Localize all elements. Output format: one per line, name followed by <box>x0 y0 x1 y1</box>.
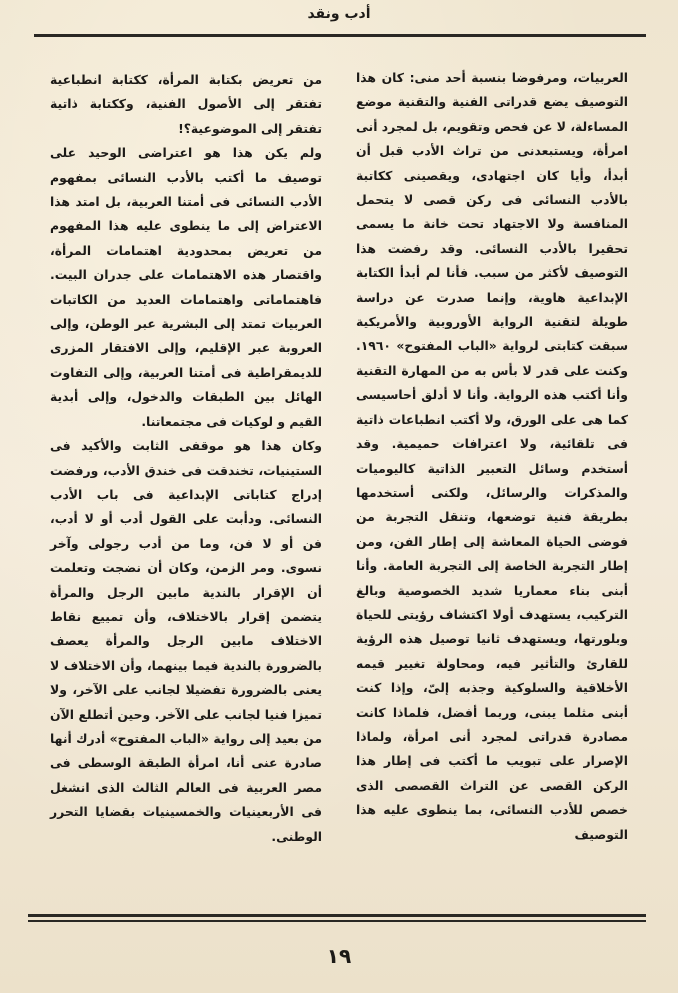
article-column-left <box>50 68 322 849</box>
paragraph: من تعريض بكتابة المرأة، ككتابة انطباعية تفتقر إلى الأصول الفنية، وككتابة ذاتية تفتقر إلى الموضوعية؟! <box>50 72 322 136</box>
footer-rule-thin <box>28 920 646 922</box>
paragraph: وكان هذا هو موقفى الثابت والأكيد فى الستينيات، تخندقت فى خندق الأدب، ورفضت إدراج كتاباتى الإبداعية فى باب الأدب النسائى. ودأبت على القول أدب أو لا أدب، فن أو لا فن، وما من أدب رجولى وآخر نسوى. ومر الزمن، وكان أن نضجت وتعلمت أن الإقرار بالندية مابين الرجل والمرأة يتضمن إقرار بالاختلاف، وأن تمييع نقاط الاختلاف مابين الرجل والمرأة يعصف بالضرورة بالندية فيما بينهما، وأن الاختلاف لا يعنى بالضرورة تفضيلا لجانب على الآخر، ولا تميزا فنيا لجانب على الآخر. وحين أتطلع الآن من بعيد إلى رواية «الباب المفتوح» أدرك أنها صادرة عنى أنا، امرأة الطبقة الوسطى فى مصر العربية فى العالم الثالث الذى انشغل فى الأربعينيات والخمسينيات بقضايا التحرر الوطنى. <box>50 438 322 844</box>
paragraph: العربيات، ومرفوضا بنسبة أحد منى: كان هذا التوصيف يضع قدراتى الفنية والتقنية موضع المساءلة، لا عن فحص وتقويم، بل لمجرد أنى امرأة، ويستبعدنى من تراث الأدب قبل أن أبدأ، وأيا كان اجتهادى، ويقصينى ككاتبة بالأدب النسائى فى ركن قصى لا يتحمل المنافسة ولا الاجتهاد تحت خانة ما يسمى تحقيرا بالأدب النسائى. وقد رفضت هذا التوصيف لأكثر من سبب. فأنا لم أبدأ الكتابة الإبداعية هاوية، وإنما صدرت عن دراسة طويلة لتقنية الرواية الأوروبية والأمريكية سبقت كتابتى لرواية «الباب المفتوح» ١٩٦٠. وكنت على قدر لا بأس به من المهارة التقنية وأنا أكتب هذه الرواية. وأنا لا أدلق أحاسيسى كما هى على الورق، ولا أكتب انطباعات ذاتية فى تلقائية، ولا اعترافات حميمية. وقد أستخدم وسائل التعبير الذاتية كاليوميات والمذكرات والرسائل، ولكنى أستخدمها بطريقة فنية توضعها، وتنقل التجربة من فوضى الحياة المعاشة إلى إطار الفن، ومن إطار التجربة الخاصة إلى التجربة العامة. وأنا أبنى بناء معماريا شديد الخصوصية وبالغ التركيب، يستهدف أولا اكتشاف رؤيتى للحياة وبلورتها، ويستهدف ثانيا توصيل هذه الرؤية للقارئ والتأثير فيه، ومحاولة تغيير قيمه الأخلاقية والسلوكية وجذبه إلىّ، وإذا كنت أبنى مثلما يبنى، وربما أفضل، فلماذا كانت مصادرة قدراتى لمجرد أنى امرأة، ولماذا الإصرار على تبويب ما أكتب فى إطار هذا الركن القصى عن التراث القصصى الذى خصص للأدب النسائى، بما ينطوى عليه هذا التوصيف <box>356 70 628 842</box>
section-title: أدب ونقد <box>307 6 371 22</box>
page-number: ١٩ <box>326 944 352 968</box>
article-column-right <box>356 66 628 847</box>
header-rule <box>34 34 646 37</box>
paragraph: ولم يكن هذا هو اعتراضى الوحيد على توصيف ما أكتب بالأدب النسائى بمفهوم الأدب النسائى فى أمتنا العربية، بل امتد هذا الاعتراض إلى ما ينطوى عليه هذا المفهوم من تعريض بمحدودية اهتمامات المرأة، واقتصار هذه الاهتمامات على جدران البيت. فاهتماماتى واهتمامات العديد من الكاتبات العربيات تمتد إلى البشرية عبر الوطن، وإلى العروبة عبر الإقليم، وإلى الافتقار المزرى للديمقراطية فى أمتنا العربية، وإلى التفاوت الهائل بين الطبقات والدخول، وإلى أبدية القيم و لوكيات فى مجتمعاتنا. <box>50 145 322 429</box>
footer-rule <box>28 914 646 917</box>
